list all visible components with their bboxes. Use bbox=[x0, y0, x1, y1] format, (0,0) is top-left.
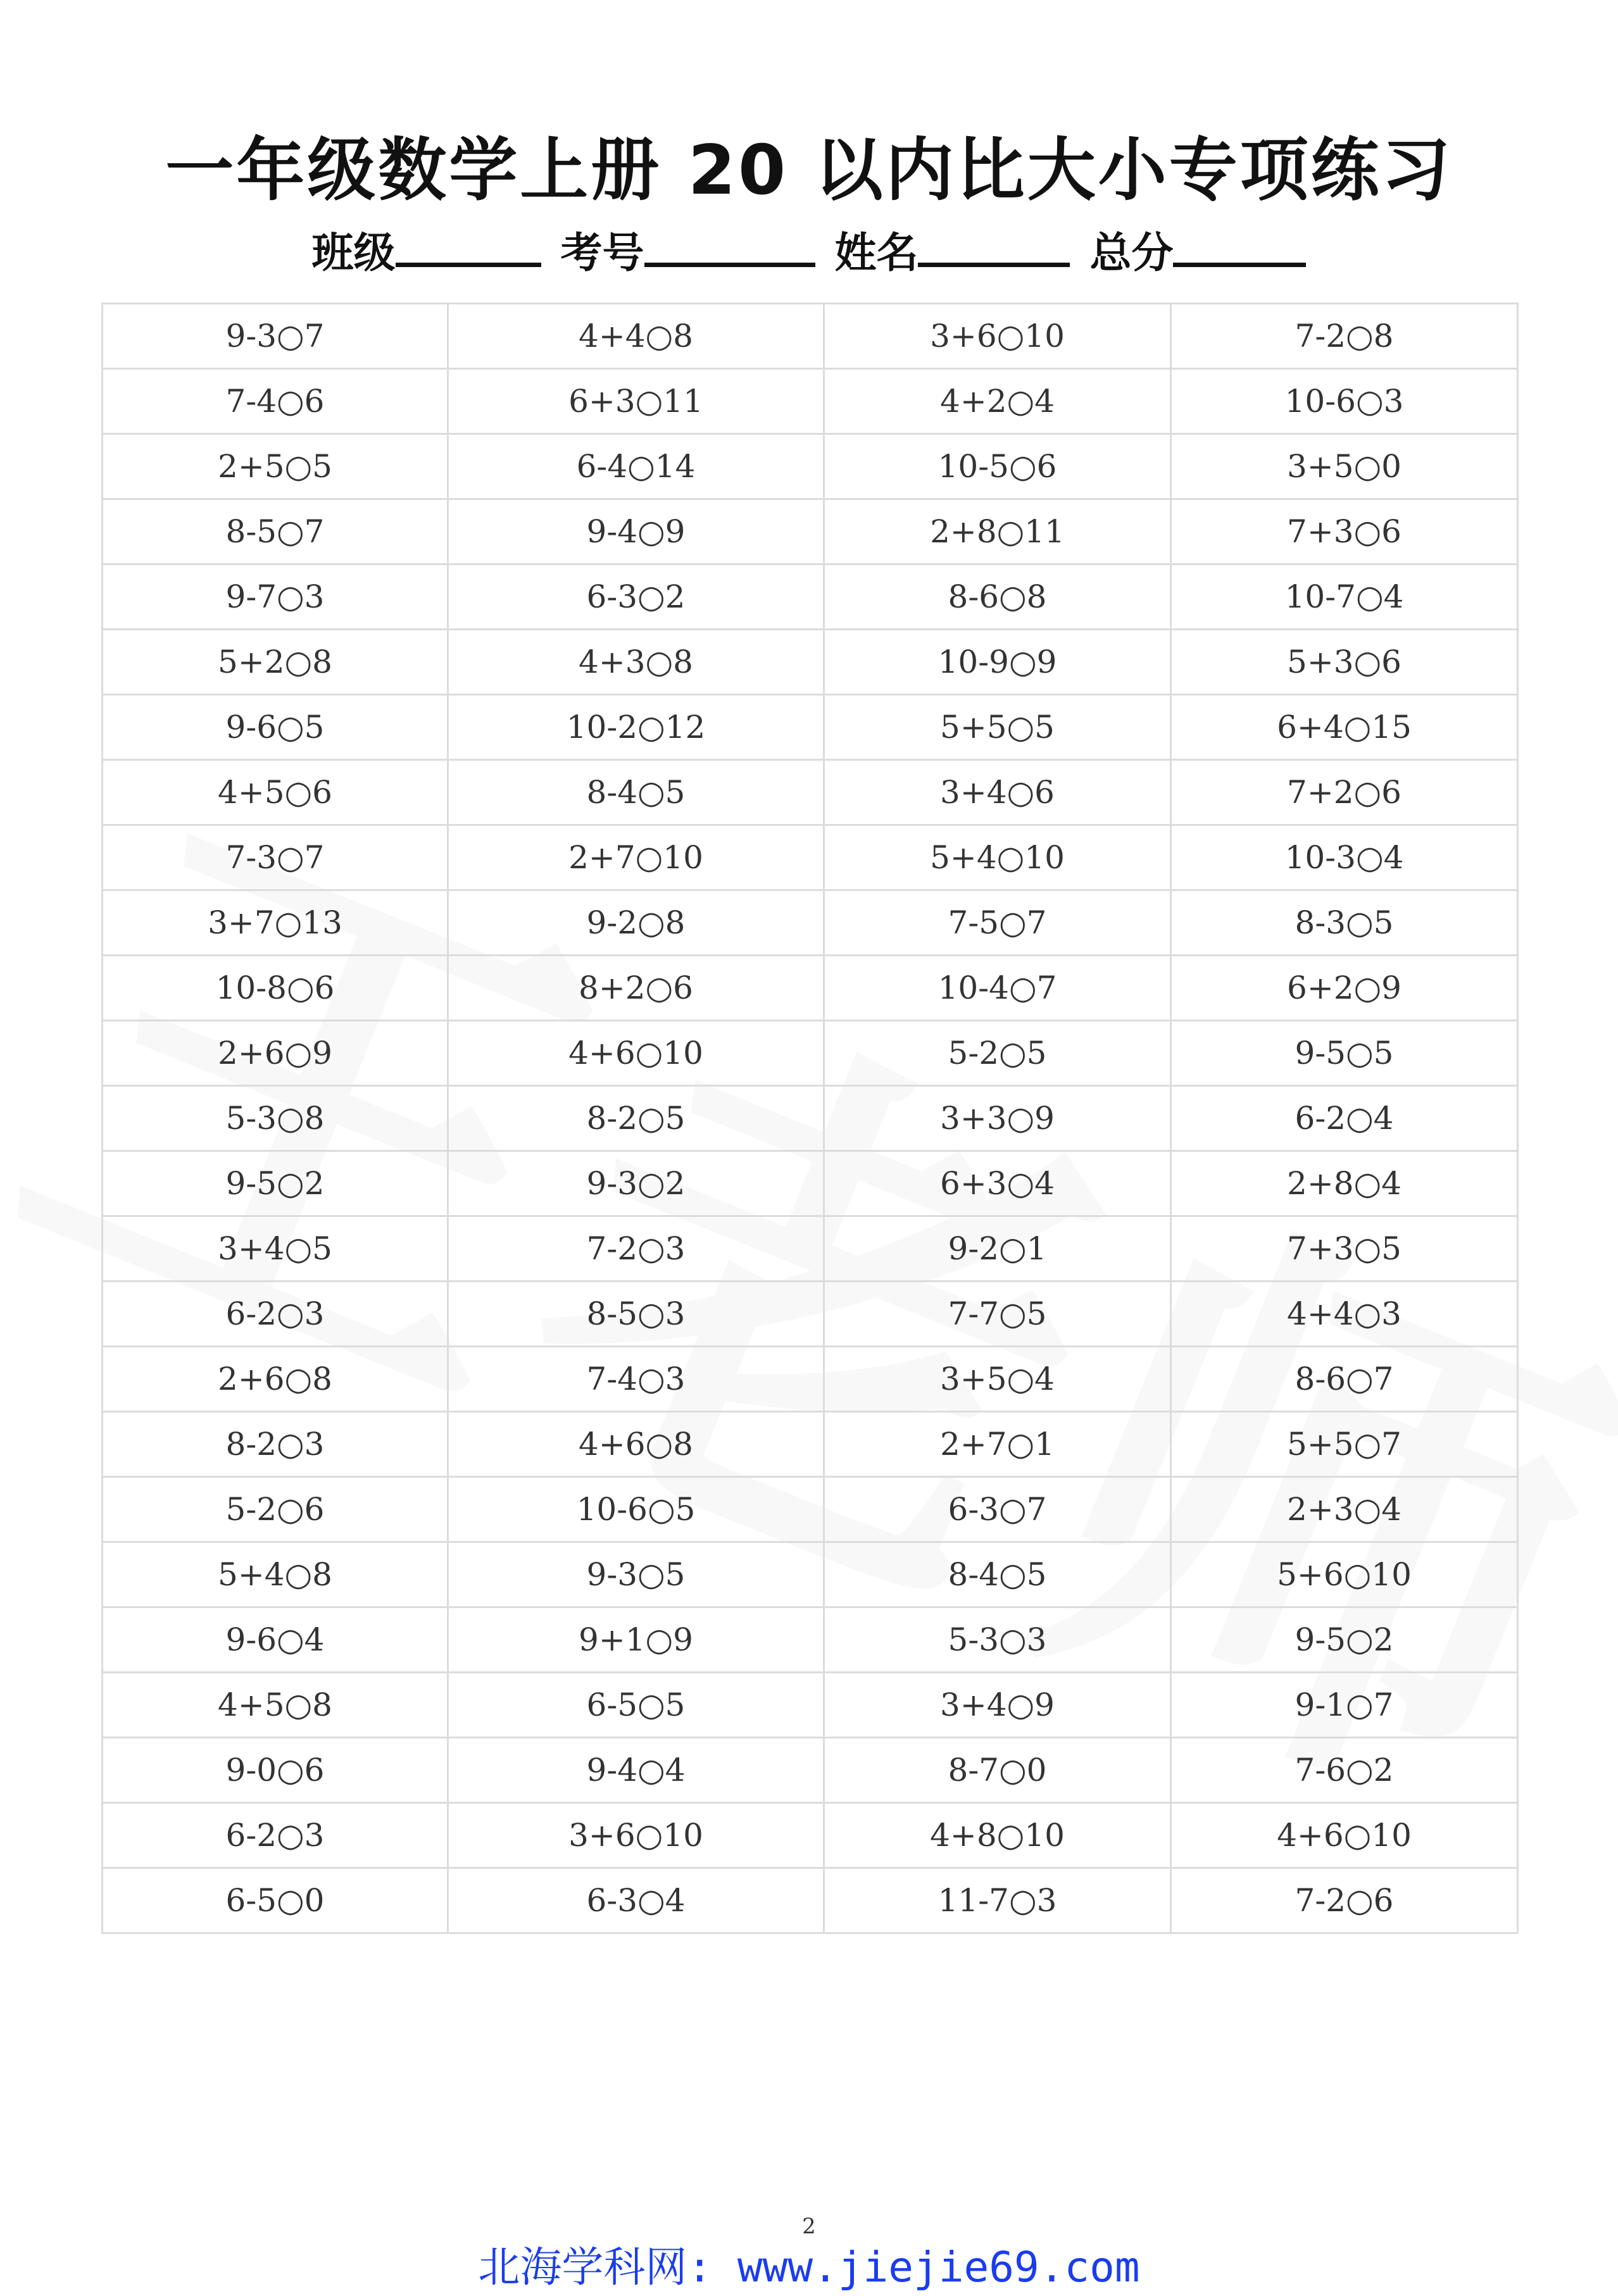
exercise-cell[interactable]: 9+1○9 bbox=[448, 1607, 824, 1673]
exercise-cell[interactable]: 5-3○8 bbox=[103, 1086, 448, 1151]
exercise-cell[interactable]: 8-2○3 bbox=[103, 1412, 448, 1477]
exercise-cell[interactable]: 9-5○2 bbox=[103, 1151, 448, 1216]
exercise-cell[interactable]: 5-2○6 bbox=[103, 1477, 448, 1542]
exercise-cell[interactable]: 5+4○8 bbox=[103, 1542, 448, 1607]
exercise-cell[interactable]: 2+7○1 bbox=[824, 1412, 1171, 1477]
exercise-cell[interactable]: 6+3○11 bbox=[448, 369, 824, 434]
exercise-cell[interactable]: 9-3○5 bbox=[448, 1542, 824, 1607]
exercise-cell[interactable]: 3+4○9 bbox=[824, 1673, 1171, 1738]
table-row bbox=[103, 499, 1518, 565]
exercise-cell[interactable]: 6-4○14 bbox=[448, 434, 824, 499]
table-row bbox=[103, 1868, 1518, 1933]
table-row bbox=[103, 695, 1518, 760]
table-row bbox=[103, 1086, 1518, 1151]
exercise-cell[interactable]: 6-2○4 bbox=[1171, 1086, 1518, 1151]
exercise-cell[interactable]: 10-6○3 bbox=[1171, 369, 1518, 434]
table-row bbox=[103, 434, 1518, 499]
exercise-cell[interactable]: 8-5○7 bbox=[103, 499, 448, 565]
table-row bbox=[103, 565, 1518, 630]
exercise-cell[interactable]: 5+5○5 bbox=[824, 695, 1171, 760]
exercise-cell[interactable]: 2+3○4 bbox=[1171, 1477, 1518, 1542]
exercise-cell[interactable]: 8+2○6 bbox=[448, 956, 824, 1021]
table-row bbox=[103, 304, 1518, 369]
exercise-cell[interactable]: 2+8○11 bbox=[824, 499, 1171, 565]
table-row bbox=[103, 1282, 1518, 1347]
page-number: 2 bbox=[802, 2214, 816, 2239]
info-name-label: 姓名 bbox=[834, 228, 919, 277]
info-exam-number-label: 考号 bbox=[560, 228, 644, 277]
exercise-cell[interactable]: 8-6○7 bbox=[1171, 1347, 1518, 1412]
exercise-cell[interactable]: 3+4○6 bbox=[824, 760, 1171, 825]
exercise-table bbox=[101, 303, 1519, 1934]
student-info-row bbox=[0, 221, 1618, 285]
exercise-cell[interactable]: 4+6○10 bbox=[448, 1021, 824, 1086]
exercise-cell[interactable]: 2+7○10 bbox=[448, 825, 824, 890]
exercise-cell[interactable]: 8-2○5 bbox=[448, 1086, 824, 1151]
exercise-cell[interactable]: 7-5○7 bbox=[824, 890, 1171, 956]
exercise-table-body bbox=[103, 304, 1518, 1933]
exercise-cell[interactable]: 3+4○5 bbox=[103, 1216, 448, 1282]
exercise-cell[interactable]: 9-0○6 bbox=[103, 1738, 448, 1803]
exercise-cell[interactable]: 3+7○13 bbox=[103, 890, 448, 956]
table-row bbox=[103, 1021, 1518, 1086]
exercise-cell[interactable]: 9-7○3 bbox=[103, 565, 448, 630]
table-row bbox=[103, 630, 1518, 695]
info-total-score-label: 总分 bbox=[1089, 228, 1174, 277]
table-row bbox=[103, 956, 1518, 1021]
exercise-cell[interactable]: 7+3○5 bbox=[1171, 1216, 1518, 1282]
exercise-cell[interactable]: 10-3○4 bbox=[1171, 825, 1518, 890]
table-row bbox=[103, 1216, 1518, 1282]
exercise-cell[interactable]: 6+3○4 bbox=[824, 1151, 1171, 1216]
exercise-cell[interactable]: 7+2○6 bbox=[1171, 760, 1518, 825]
exercise-cell[interactable]: 6-3○7 bbox=[824, 1477, 1171, 1542]
info-exam-number-blank[interactable] bbox=[644, 258, 815, 267]
info-class-label: 班级 bbox=[311, 228, 396, 277]
exercise-cell[interactable]: 7-2○8 bbox=[1171, 304, 1518, 369]
exercise-cell[interactable]: 4+6○8 bbox=[448, 1412, 824, 1477]
exercise-cell[interactable]: 6-5○5 bbox=[448, 1673, 824, 1738]
footer-website: 北海学科网: www.jiejie69.com bbox=[478, 2243, 1140, 2292]
info-name bbox=[834, 221, 1070, 285]
table-row bbox=[103, 825, 1518, 890]
exercise-cell[interactable]: 6-5○0 bbox=[103, 1868, 448, 1933]
exercise-cell[interactable]: 4+2○4 bbox=[824, 369, 1171, 434]
exercise-cell[interactable]: 9-4○9 bbox=[448, 499, 824, 565]
exercise-cell[interactable]: 11-7○3 bbox=[824, 1868, 1171, 1933]
exercise-cell[interactable]: 6+4○15 bbox=[1171, 695, 1518, 760]
exercise-cell[interactable]: 9-4○4 bbox=[448, 1738, 824, 1803]
exercise-cell[interactable]: 5+4○10 bbox=[824, 825, 1171, 890]
exercise-cell[interactable]: 8-3○5 bbox=[1171, 890, 1518, 956]
exercise-cell[interactable]: 2+5○5 bbox=[103, 434, 448, 499]
info-total-score-blank[interactable] bbox=[1173, 258, 1306, 267]
exercise-cell[interactable]: 6-2○3 bbox=[103, 1282, 448, 1347]
table-row bbox=[103, 1151, 1518, 1216]
exercise-cell[interactable]: 7-4○6 bbox=[103, 369, 448, 434]
exercise-cell[interactable]: 10-6○5 bbox=[448, 1477, 824, 1542]
exercise-cell[interactable]: 9-5○2 bbox=[1171, 1607, 1518, 1673]
exercise-cell[interactable]: 10-7○4 bbox=[1171, 565, 1518, 630]
exercise-cell[interactable]: 4+6○10 bbox=[1171, 1803, 1518, 1868]
info-total-score bbox=[1089, 221, 1306, 285]
exercise-cell[interactable]: 9-6○5 bbox=[103, 695, 448, 760]
exercise-cell[interactable]: 4+5○8 bbox=[103, 1673, 448, 1738]
exercise-cell[interactable]: 2+6○9 bbox=[103, 1021, 448, 1086]
page-title: 一年级数学上册 20 以内比大小专项练习 bbox=[165, 131, 1453, 210]
table-row bbox=[103, 1347, 1518, 1412]
exercise-cell[interactable]: 10-4○7 bbox=[824, 956, 1171, 1021]
exercise-cell[interactable]: 8-4○5 bbox=[824, 1542, 1171, 1607]
exercise-cell[interactable]: 10-8○6 bbox=[103, 956, 448, 1021]
table-row bbox=[103, 1738, 1518, 1803]
exercise-cell[interactable]: 9-3○7 bbox=[103, 304, 448, 369]
info-exam-number bbox=[561, 221, 815, 285]
exercise-cell[interactable]: 3+5○0 bbox=[1171, 434, 1518, 499]
exercise-cell[interactable]: 10-2○12 bbox=[448, 695, 824, 760]
info-class bbox=[312, 221, 541, 285]
exercise-cell[interactable]: 5+2○8 bbox=[103, 630, 448, 695]
exercise-cell[interactable]: 9-6○4 bbox=[103, 1607, 448, 1673]
exercise-cell[interactable]: 9-1○7 bbox=[1171, 1673, 1518, 1738]
exercise-cell[interactable]: 5-3○3 bbox=[824, 1607, 1171, 1673]
exercise-cell[interactable]: 3+3○9 bbox=[824, 1086, 1171, 1151]
table-row bbox=[103, 1477, 1518, 1542]
exercise-cell[interactable]: 8-7○0 bbox=[824, 1738, 1171, 1803]
table-row bbox=[103, 1607, 1518, 1673]
table-row bbox=[103, 760, 1518, 825]
table-row bbox=[103, 1412, 1518, 1477]
exercise-cell[interactable]: 7-7○5 bbox=[824, 1282, 1171, 1347]
table-row bbox=[103, 1803, 1518, 1868]
exercise-cell[interactable]: 7-2○6 bbox=[1171, 1868, 1518, 1933]
table-row bbox=[103, 890, 1518, 956]
exercise-cell[interactable]: 7-3○7 bbox=[103, 825, 448, 890]
table-row bbox=[103, 369, 1518, 434]
exercise-cell[interactable]: 4+5○6 bbox=[103, 760, 448, 825]
exercise-cell[interactable]: 5+5○7 bbox=[1171, 1412, 1518, 1477]
info-class-blank[interactable] bbox=[396, 258, 541, 267]
exercise-cell[interactable]: 4+4○3 bbox=[1171, 1282, 1518, 1347]
exercise-cell[interactable]: 4+3○8 bbox=[448, 630, 824, 695]
exercise-cell[interactable]: 6-3○2 bbox=[448, 565, 824, 630]
exercise-cell[interactable]: 5-2○5 bbox=[824, 1021, 1171, 1086]
exercise-cell[interactable]: 3+5○4 bbox=[824, 1347, 1171, 1412]
exercise-cell[interactable]: 9-5○5 bbox=[1171, 1021, 1518, 1086]
exercise-cell[interactable]: 9-2○8 bbox=[448, 890, 824, 956]
exercise-cell[interactable]: 3+6○10 bbox=[448, 1803, 824, 1868]
exercise-cell[interactable]: 6+2○9 bbox=[1171, 956, 1518, 1021]
exercise-cell[interactable]: 10-9○9 bbox=[824, 630, 1171, 695]
exercise-cell[interactable]: 3+6○10 bbox=[824, 304, 1171, 369]
exercise-cell[interactable]: 8-4○5 bbox=[448, 760, 824, 825]
exercise-cell[interactable]: 9-2○1 bbox=[824, 1216, 1171, 1282]
exercise-cell[interactable]: 4+4○8 bbox=[448, 304, 824, 369]
exercise-cell[interactable]: 6-3○4 bbox=[448, 1868, 824, 1933]
exercise-cell[interactable]: 5+3○6 bbox=[1171, 630, 1518, 695]
exercise-cell[interactable]: 9-3○2 bbox=[448, 1151, 824, 1216]
exercise-cell[interactable]: 8-6○8 bbox=[824, 565, 1171, 630]
exercise-cell[interactable]: 7+3○6 bbox=[1171, 499, 1518, 565]
exercise-cell[interactable]: 6-2○3 bbox=[103, 1803, 448, 1868]
exercise-cell[interactable]: 8-5○3 bbox=[448, 1282, 824, 1347]
exercise-cell[interactable]: 7-6○2 bbox=[1171, 1738, 1518, 1803]
table-row bbox=[103, 1673, 1518, 1738]
info-name-blank[interactable] bbox=[918, 258, 1070, 267]
exercise-cell[interactable]: 5+6○10 bbox=[1171, 1542, 1518, 1607]
exercise-cell[interactable]: 2+8○4 bbox=[1171, 1151, 1518, 1216]
exercise-cell[interactable]: 7-2○3 bbox=[448, 1216, 824, 1282]
exercise-cell[interactable]: 10-5○6 bbox=[824, 434, 1171, 499]
exercise-cell[interactable]: 2+6○8 bbox=[103, 1347, 448, 1412]
exercise-cell[interactable]: 7-4○3 bbox=[448, 1347, 824, 1412]
table-row bbox=[103, 1542, 1518, 1607]
exercise-cell[interactable]: 4+8○10 bbox=[824, 1803, 1171, 1868]
